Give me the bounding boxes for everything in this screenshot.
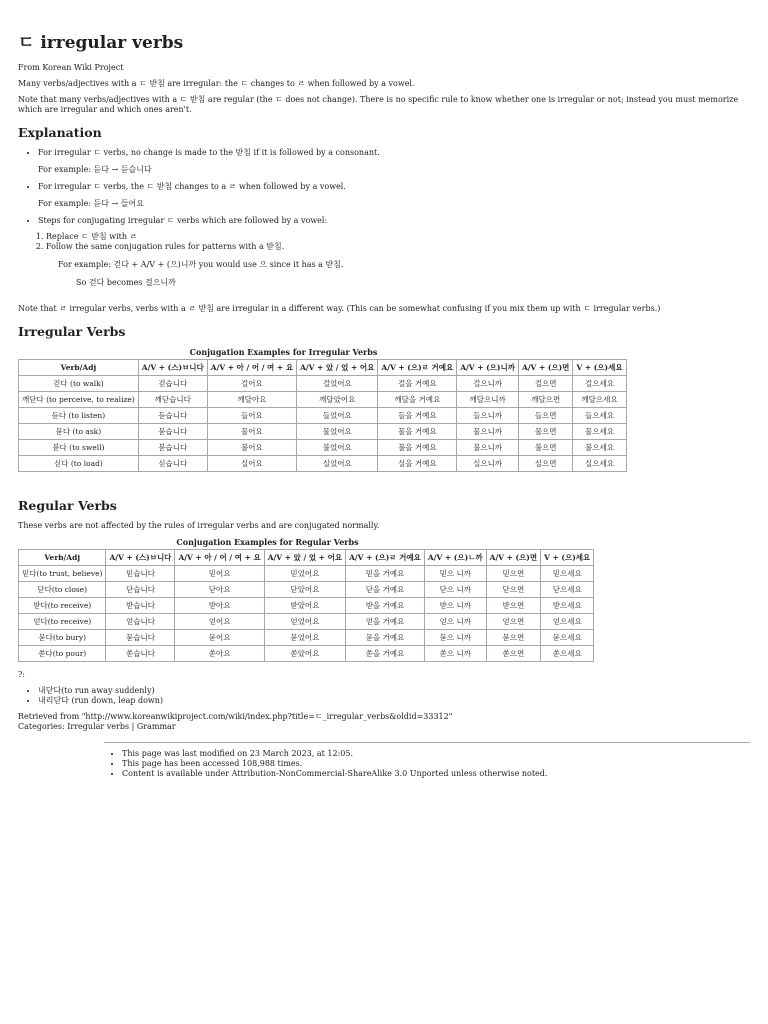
example-text: For example: 걷다 + A/V + (으)니까 you would use 으 since it has a 받침. [58, 260, 344, 269]
table-row [19, 582, 594, 598]
example-text: So 걷다 becomes 걸으니까 [76, 278, 176, 287]
table-cell: 닫다(to close) [19, 582, 106, 598]
table-cell: 믿었어요 [264, 566, 345, 582]
table-cell: 얻으 니까 [424, 614, 486, 630]
table-cell: 받으 니까 [424, 598, 486, 614]
table-cell: 얻습니다 [106, 614, 175, 630]
table-cell: 닫습니다 [106, 582, 175, 598]
step-item: 2. Follow the same conjugation rules for patterns with a 받침. [46, 242, 750, 252]
column-header: Verb/Adj [19, 360, 139, 376]
table-cell: 걸어요 [207, 376, 296, 392]
table-cell: 들을 거예요 [378, 408, 457, 424]
table-cell: 얻으면 [486, 614, 540, 630]
table-cell: 걸을 거예요 [378, 376, 457, 392]
table-cell: 묻어요 [175, 630, 264, 646]
table-row [19, 456, 627, 472]
table-cell: 얻었어요 [264, 614, 345, 630]
regular-intro: These verbs are not affected by the rules of irregular verbs and are conjugated normally. [18, 521, 380, 530]
footer-license: • Content is available under Attribution-NonCommercial-ShareAlike 3.0 Unported unless otherwise noted. [122, 769, 750, 779]
table-cell: 받아요 [175, 598, 264, 614]
table-cell: 믿습니다 [106, 566, 175, 582]
column-header: A/V + 아 / 어 / 여 + 요 [207, 360, 296, 376]
table-row [19, 614, 594, 630]
list-item [38, 182, 750, 209]
table-cell: 걷습니다 [138, 376, 207, 392]
table-cell: 쏟았어요 [264, 646, 345, 662]
column-header: A/V + (으)면 [486, 550, 540, 566]
step-item: 1. Replace ㄷ 받침 with ㄹ [46, 232, 750, 242]
table-row [19, 392, 627, 408]
table-cell: 묻으세요 [541, 630, 594, 646]
regular-verbs-heading: Regular Verbs [18, 498, 117, 513]
irregular-verbs-heading: Irregular Verbs [18, 324, 126, 339]
note-paragraph: Note that ㄹ irregular verbs, verbs with a ㄹ 받침 are irregular in a different way. (This can be somewhat confusing if you mix them up with ㄷ irregular verbs.) [18, 304, 661, 313]
table-row [19, 598, 594, 614]
footer [104, 742, 750, 779]
table-cell: 들으니까 [457, 408, 519, 424]
intro-paragraph-1: Many verbs/adjectives with a ㄷ 받침 are irregular: the ㄷ changes to ㄹ when followed by a vowel. [18, 79, 415, 88]
category-link-irregular-verbs[interactable]: Irregular verbs [67, 722, 130, 731]
table-cell: 걸으면 [518, 376, 572, 392]
table-cell: 쏟아요 [175, 646, 264, 662]
table-row [19, 440, 627, 456]
table-cell: 깨닫다 (to perceive, to realize) [19, 392, 139, 408]
column-header: A/V + (으)ㄹ 거예요 [346, 550, 425, 566]
table-cell: 불어요 [207, 440, 296, 456]
table-cell: 받으세요 [541, 598, 594, 614]
table-row [19, 424, 627, 440]
example-text: For example: 듣다 → 들어요 [38, 199, 144, 208]
table-cell: 닫으 니까 [424, 582, 486, 598]
table-cell: 쏟으면 [486, 646, 540, 662]
page-title: ㄷ irregular verbs [18, 33, 184, 53]
table-cell: 불을 거예요 [378, 440, 457, 456]
table-cell: 받으면 [486, 598, 540, 614]
footer-access-count: • This page has been accessed 108,988 times. [122, 759, 750, 769]
explanation-heading: Explanation [18, 125, 102, 140]
table-cell: 받습니다 [106, 598, 175, 614]
table-cell: 걸었어요 [297, 376, 378, 392]
column-header: A/V + 았 / 었 + 어요 [297, 360, 378, 376]
table-cell: 불으면 [518, 440, 572, 456]
table-cell: 닫았어요 [264, 582, 345, 598]
table-cell: 쏟습니다 [106, 646, 175, 662]
column-header: A/V + 았 / 었 + 어요 [264, 550, 345, 566]
table-caption: Conjugation Examples for Regular Verbs [176, 537, 359, 547]
table-cell: 붇다 (to swell) [19, 440, 139, 456]
table-cell: 닫을 거예요 [346, 582, 425, 598]
table-cell: 얻다(to receive) [19, 614, 106, 630]
table-cell: 묻다 (to ask) [19, 424, 139, 440]
table-cell: 들으면 [518, 408, 572, 424]
table-cell: 깨닫습니다 [138, 392, 207, 408]
table-cell: 물을 거예요 [378, 424, 457, 440]
table-cell: 듣습니다 [138, 408, 207, 424]
table-cell: 듣다 (to listen) [19, 408, 139, 424]
categories-label: Categories: [18, 722, 65, 731]
irregular-verbs-table [18, 359, 627, 472]
bullet-text: Steps for conjugating irregular ㄷ verbs which are followed by a vowel: [38, 216, 328, 225]
table-cell: 깨달으면 [518, 392, 572, 408]
table-cell: 묻습니다 [138, 424, 207, 440]
misc-list [18, 686, 750, 706]
example-text: For example: 듣다 → 듣습니다 [38, 165, 152, 174]
table-caption: Conjugation Examples for Irregular Verbs [189, 347, 378, 357]
table-cell: 싣습니다 [138, 456, 207, 472]
table-cell: 얻을 거예요 [346, 614, 425, 630]
table-cell: 들어요 [207, 408, 296, 424]
category-link-grammar[interactable]: Grammar [136, 722, 176, 731]
table-cell: 믿어요 [175, 566, 264, 582]
table-cell: 묻었어요 [264, 630, 345, 646]
table-cell: 실어요 [207, 456, 296, 472]
table-cell: 실으세요 [573, 456, 626, 472]
list-item: • 내리닫다 (run down, leap down) [38, 696, 750, 706]
table-cell: 실을 거예요 [378, 456, 457, 472]
table-cell: 걷다 (to walk) [19, 376, 139, 392]
table-cell: 불으니까 [457, 440, 519, 456]
table-cell: 쏟으 니까 [424, 646, 486, 662]
regular-verbs-table [18, 549, 594, 662]
footer-list [104, 749, 750, 779]
table-cell: 붇습니다 [138, 440, 207, 456]
from-line: From Korean Wiki Project [18, 63, 124, 72]
list-item: • 내닫다(to run away suddenly) [38, 686, 750, 696]
table-cell: 묻을 거예요 [346, 630, 425, 646]
explanation-list [18, 148, 750, 226]
column-header: A/V + (으)ㄴ까 [424, 550, 486, 566]
table-cell: 불으세요 [573, 440, 626, 456]
table-cell: 물었어요 [297, 424, 378, 440]
table-cell: 쏟다(to pour) [19, 646, 106, 662]
table-cell: 믿으면 [486, 566, 540, 582]
column-header: V + (으)세요 [541, 550, 594, 566]
table-cell: 믿을 거예요 [346, 566, 425, 582]
table-cell: 실으니까 [457, 456, 519, 472]
table-cell: 쏟을 거예요 [346, 646, 425, 662]
table-cell: 닫으면 [486, 582, 540, 598]
table-cell: 받을 거예요 [346, 598, 425, 614]
table-cell: 믿으세요 [541, 566, 594, 582]
table-cell: 물으면 [518, 424, 572, 440]
table-cell: 싣다 (to load) [19, 456, 139, 472]
table-cell: 얻으세요 [541, 614, 594, 630]
table-cell: 받다(to receive) [19, 598, 106, 614]
list-item [38, 148, 750, 175]
table-cell: 들으세요 [573, 408, 626, 424]
table-cell: 얻어요 [175, 614, 264, 630]
table-cell: 깨달았어요 [297, 392, 378, 408]
column-header: A/V + (스)ㅂ니다 [138, 360, 207, 376]
table-cell: 묻다(to bury) [19, 630, 106, 646]
misc-label: ?: [18, 670, 25, 679]
column-header: A/V + 아 / 어 / 여 + 요 [175, 550, 264, 566]
column-header: V + (으)세요 [573, 360, 626, 376]
steps-list [18, 232, 750, 252]
table-row [19, 646, 594, 662]
table-cell: 들었어요 [297, 408, 378, 424]
table-cell: 실으면 [518, 456, 572, 472]
footer-last-modified: • This page was last modified on 23 March 2023, at 12:05. [122, 749, 750, 759]
column-header: A/V + (으)ㄹ 거예요 [378, 360, 457, 376]
table-row [19, 630, 594, 646]
column-header: A/V + (스)ㅂ니다 [106, 550, 175, 566]
table-cell: 깨달아요 [207, 392, 296, 408]
table-cell: 실었어요 [297, 456, 378, 472]
table-cell: 걸으세요 [573, 376, 626, 392]
table-cell: 물으니까 [457, 424, 519, 440]
table-cell: 묻습니다 [106, 630, 175, 646]
table-cell: 믿으 니까 [424, 566, 486, 582]
table-cell: 묻으 니까 [424, 630, 486, 646]
table-cell: 물어요 [207, 424, 296, 440]
table-row [19, 408, 627, 424]
table-cell: 걸으니까 [457, 376, 519, 392]
table-cell: 깨달으니까 [457, 392, 519, 408]
table-cell: 닫아요 [175, 582, 264, 598]
table-row [19, 566, 594, 582]
table-cell: 깨달을 거예요 [378, 392, 457, 408]
table-row [19, 376, 627, 392]
column-header: Verb/Adj [19, 550, 106, 566]
categories [18, 722, 750, 732]
table-cell: 쏟으세요 [541, 646, 594, 662]
column-header: A/V + (으)니까 [457, 360, 519, 376]
table-cell: 묻으면 [486, 630, 540, 646]
table-cell: 믿다(to trust, believe) [19, 566, 106, 582]
category-separator: | [131, 722, 135, 731]
table-cell: 깨달으세요 [573, 392, 626, 408]
table-cell: 불었어요 [297, 440, 378, 456]
table-cell: 물으세요 [573, 424, 626, 440]
bullet-text: For irregular ㄷ verbs, no change is made to the 받침 if it is followed by a consonant. [38, 148, 380, 157]
table-cell: 닫으세요 [541, 582, 594, 598]
intro-paragraph-2: Note that many verbs/adjectives with a ㄷ 받침 are regular (the ㄷ does not change). There is no specific rule to know whether one is irregular or not; instead you must memorize which are irregular and which ones aren't. [18, 95, 739, 114]
list-item [38, 216, 750, 226]
column-header: A/V + (으)면 [518, 360, 572, 376]
bullet-text: For irregular ㄷ verbs, the ㄷ 받침 changes to a ㄹ when followed by a vowel. [38, 182, 346, 191]
retrieved-from: Retrieved from "http://www.koreanwikiproject.com/wiki/index.php?title=ㄷ_irregular_verbs&oldid=33312" [18, 712, 453, 721]
table-cell: 받았어요 [264, 598, 345, 614]
